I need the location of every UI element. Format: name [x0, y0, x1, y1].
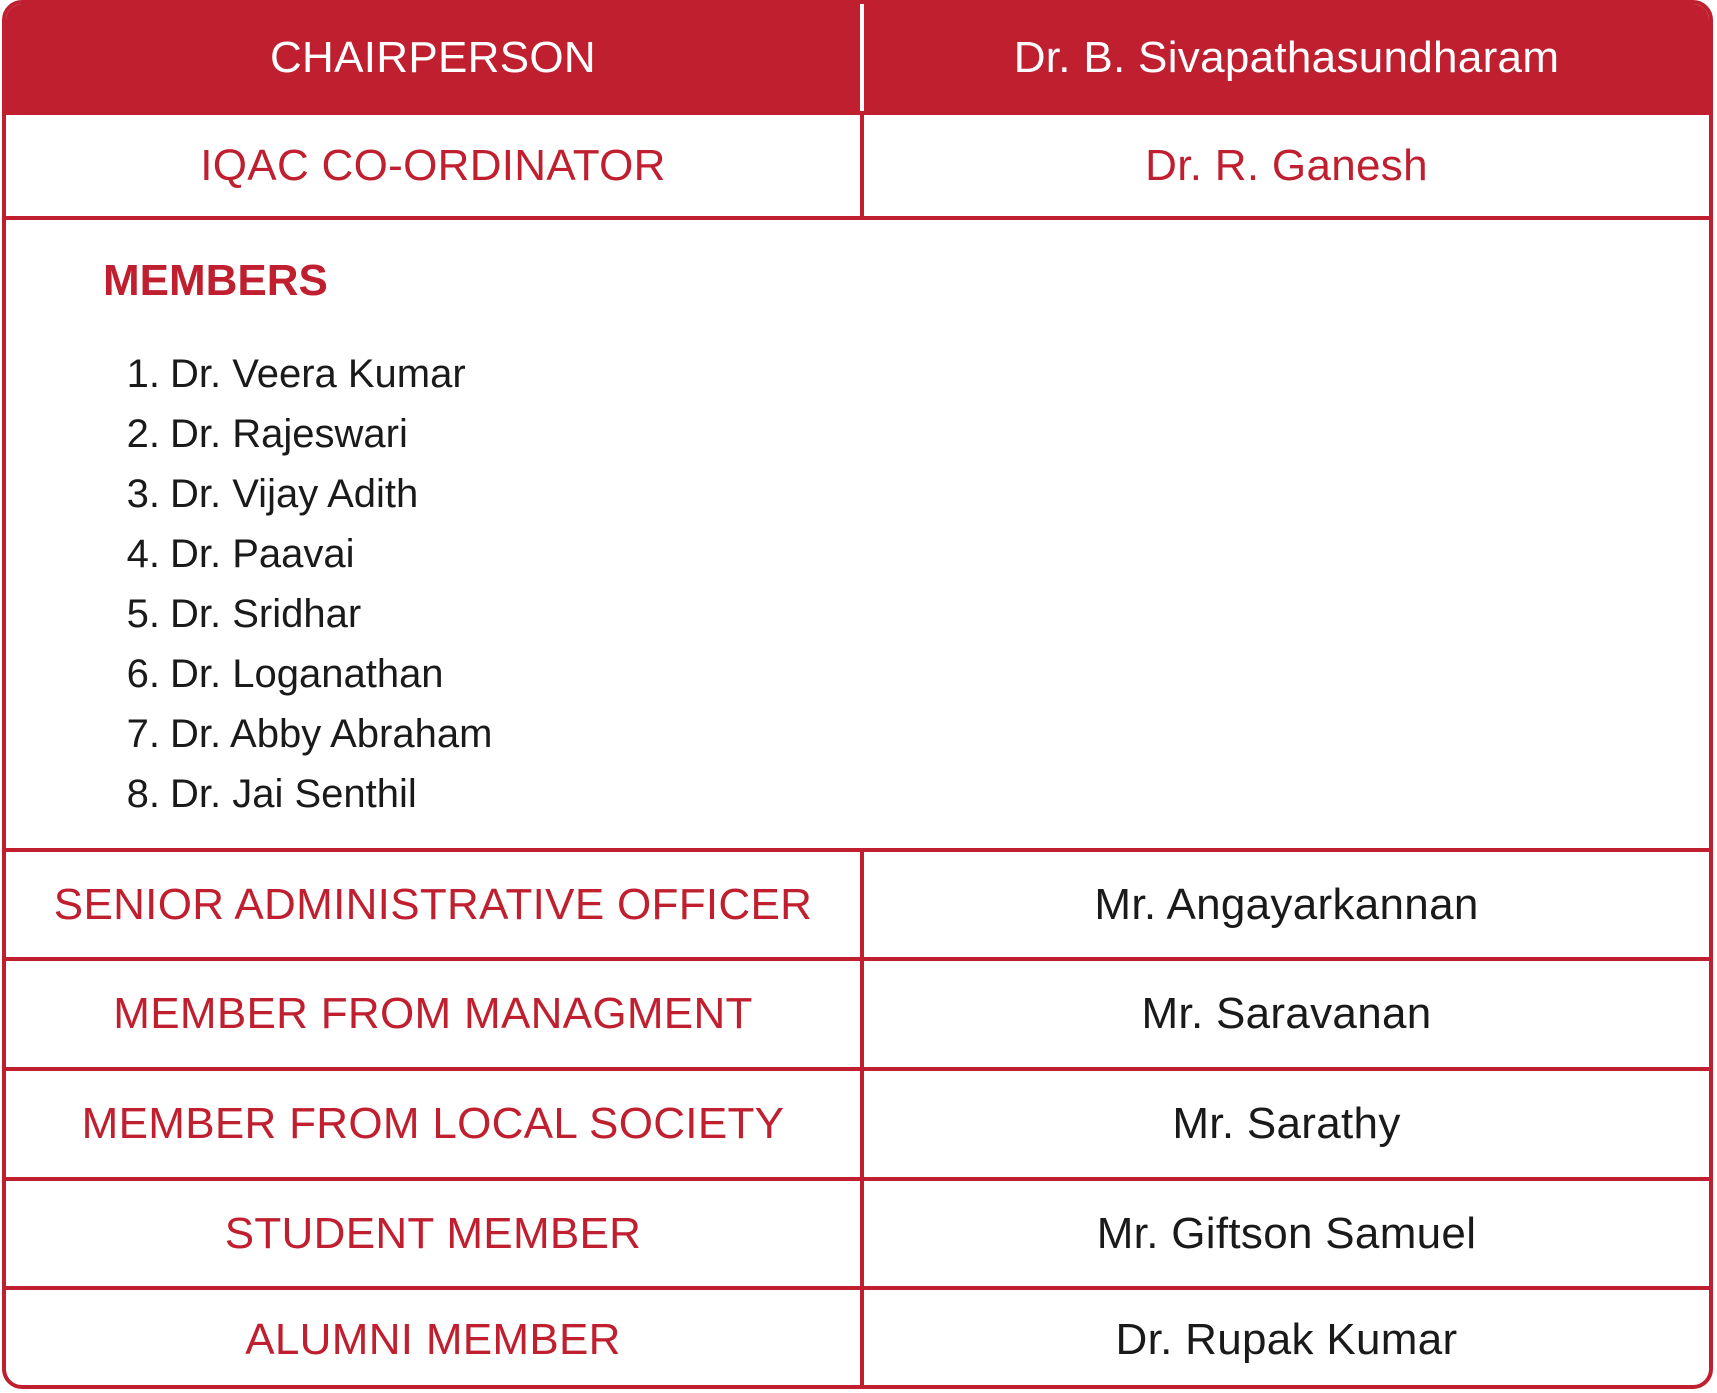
chairperson-name: Dr. B. Sivapathasundharam: [1013, 32, 1560, 82]
coordinator-name: Dr. R. Ganesh: [1145, 140, 1428, 190]
member-number: 4.: [126, 531, 160, 576]
alumni-member-name: Dr. Rupak Kumar: [1115, 1314, 1458, 1364]
member-number: 5.: [126, 591, 160, 636]
list-item: [114, 524, 492, 584]
management-member-name: Mr. Saravanan: [1141, 989, 1432, 1038]
table-row: [6, 957, 1709, 1067]
coordinator-role: IQAC CO-ORDINATOR: [6, 115, 864, 216]
list-item: [114, 704, 492, 764]
table-row: [6, 1067, 1709, 1177]
chairperson-row: [6, 4, 1709, 111]
member-number: 3.: [126, 471, 160, 516]
senior-admin-officer-name: Mr. Angayarkannan: [1094, 879, 1479, 929]
member-number: 2.: [126, 411, 160, 456]
members-list: [114, 344, 492, 824]
member-name: Dr. Sridhar: [170, 591, 362, 636]
student-member-role: STUDENT MEMBER: [6, 1181, 864, 1286]
table-row: [6, 1286, 1709, 1389]
table-row: [6, 848, 1709, 957]
member-name: Dr. Jai Senthil: [170, 771, 417, 816]
member-name: Dr. Loganathan: [170, 651, 444, 696]
member-name: Dr. Veera Kumar: [170, 351, 466, 396]
member-name: Dr. Paavai: [170, 531, 355, 576]
coordinator-row: [6, 111, 1709, 216]
committee-table: [2, 0, 1713, 1389]
list-item: [114, 764, 492, 824]
members-section: [6, 216, 1709, 848]
member-number: 1.: [126, 351, 160, 396]
member-number: 7.: [126, 711, 160, 756]
local-society-member-role: MEMBER FROM LOCAL SOCIETY: [6, 1071, 864, 1177]
members-title: MEMBERS: [103, 256, 328, 305]
alumni-member-role: ALUMNI MEMBER: [6, 1290, 864, 1389]
member-number: 8.: [126, 771, 160, 816]
member-name: Dr. Vijay Adith: [170, 471, 419, 516]
member-name: Dr. Abby Abraham: [170, 711, 493, 756]
list-item: [114, 644, 492, 704]
student-member-name: Mr. Giftson Samuel: [1096, 1208, 1477, 1258]
member-number: 6.: [126, 651, 160, 696]
chairperson-role: CHAIRPERSON: [6, 4, 864, 111]
local-society-member-name: Mr. Sarathy: [1172, 1099, 1401, 1148]
list-item: [114, 404, 492, 464]
table-row: [6, 1177, 1709, 1286]
list-item: [114, 344, 492, 404]
member-name: Dr. Rajeswari: [170, 411, 408, 456]
senior-admin-officer-role: SENIOR ADMINISTRATIVE OFFICER: [6, 852, 864, 957]
list-item: [114, 464, 492, 524]
management-member-role: MEMBER FROM MANAGMENT: [6, 961, 864, 1067]
list-item: [114, 584, 492, 644]
